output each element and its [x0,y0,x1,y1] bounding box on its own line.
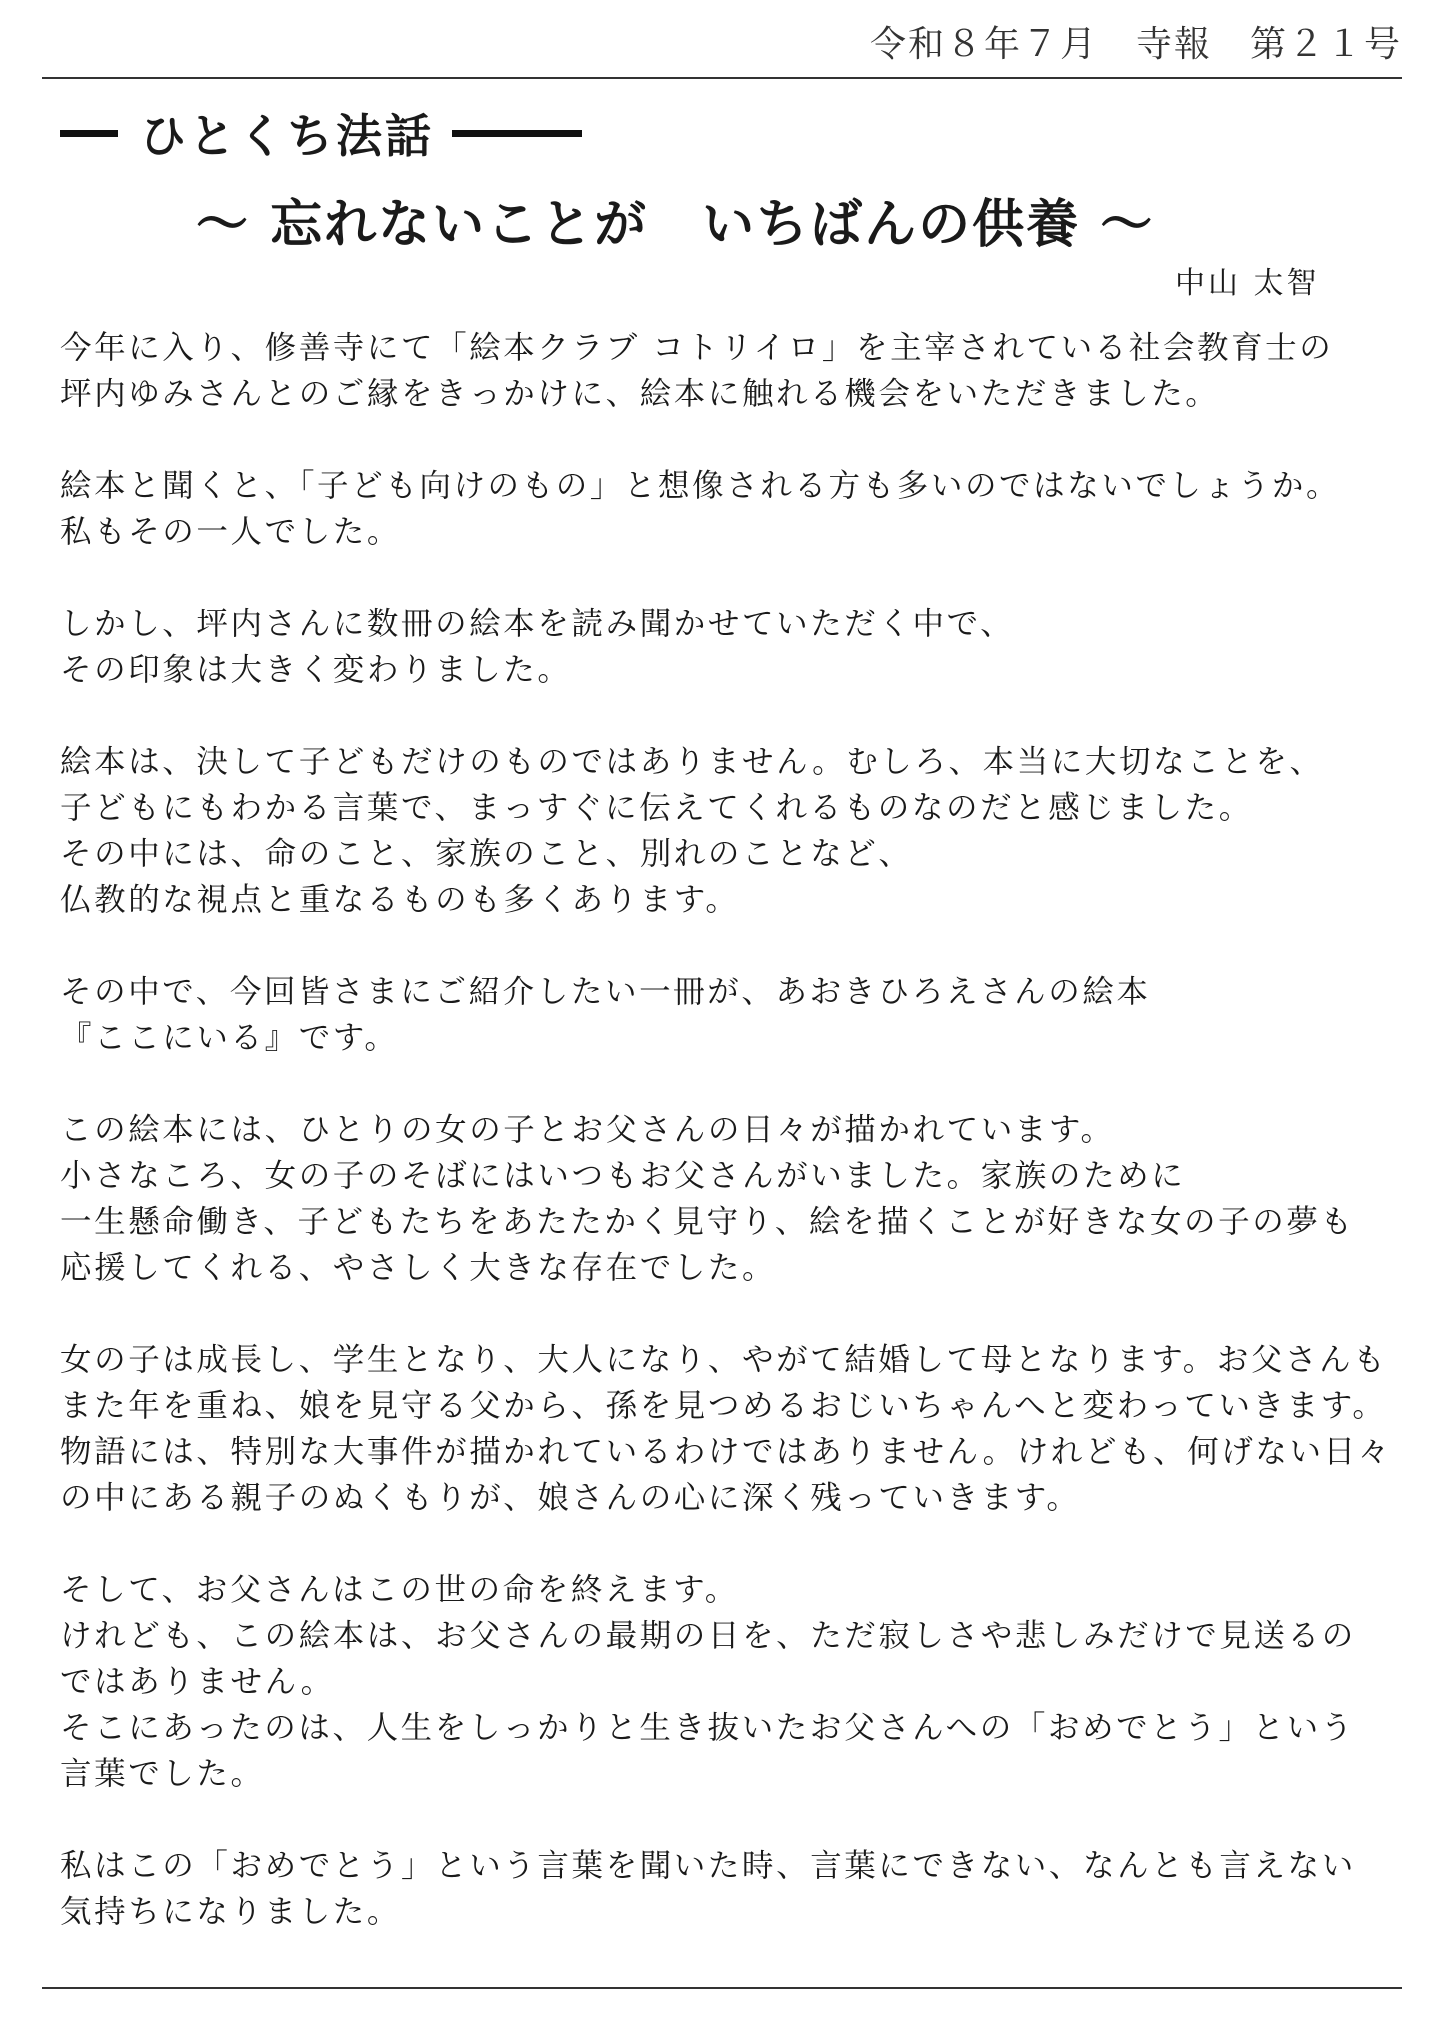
paragraph-line: この絵本には、ひとりの女の子とお父さんの日々が描かれています。 [60,1112,1115,1148]
paragraph [60,1567,1410,1797]
paragraph-line: その印象は大きく変わりました。 [60,652,572,688]
paragraph-line: 私もその一人でした。 [60,514,402,550]
paragraph-line: 『ここにいる』です。 [60,1020,399,1056]
top-divider [42,77,1402,79]
paragraph [60,1107,1410,1291]
paragraph [60,739,1410,923]
paragraph-line: 子どもにもわかる言葉で、まっすぐに伝えてくれるものなのだと感じました。 [60,790,1253,826]
paragraph-line: 仏教的な視点と重なるものも多くあります。 [60,882,740,918]
newsletter-issue-header: 令和８年７月 寺報 第２１号 [869,24,1402,65]
section-title-text: ひとくち法話 [140,109,434,163]
paragraph-line: そこにあったのは、人生をしっかりと生き抜いたお父さんへの「おめでとう」という [60,1710,1355,1746]
paragraph-line: そして、お父さんはこの世の命を終えます。 [60,1572,739,1608]
paragraph [60,1337,1410,1521]
paragraph-line: 女の子は成長し、学生となり、大人になり、やがて結婚して母となります。お父さんも [60,1342,1388,1378]
paragraph-line: けれども、この絵本は、お父さんの最期の日を、ただ寂しさや悲しみだけで見送るの [60,1618,1356,1654]
paragraph [60,601,1410,693]
paragraph-line: その中で、今回皆さまにご紹介したい一冊が、あおきひろえさんの絵本 [60,974,1151,1010]
paragraph-line: 物語には、特別な大事件が描かれているわけではありません。けれども、何げない日々 [60,1434,1392,1470]
title-dash-left [60,130,118,137]
paragraph-line: の中にある親子のぬくもりが、娘さんの心に深く残っていきます。 [60,1480,1081,1516]
paragraph-line: 今年に入り、修善寺にて「絵本クラブ コトリイロ」を主宰されている社会教育士の [60,330,1334,366]
paragraph-line: また年を重ね、娘を見守る父から、孫を見つめるおじいちゃんへと変わっていきます。 [60,1388,1387,1424]
paragraph-line: 私はこの「おめでとう」という言葉を聞いた時、言葉にできない、なんとも言えない [60,1848,1356,1884]
paragraph-line: 一生懸命働き、子どもたちをあたたかく見守り、絵を描くことが好きな女の子の夢も [60,1204,1355,1240]
paragraph [60,1843,1410,1935]
paragraph [60,463,1410,555]
paragraph [60,325,1410,417]
paragraph-line: 絵本と聞くと、「子ども向けのもの」と想像される方も多いのではないでしょうか。 [60,468,1341,504]
paragraph-line: 言葉でした。 [60,1756,265,1792]
paragraph-line: 坪内ゆみさんとのご縁をきっかけに、絵本に触れる機会をいただきました。 [60,376,1220,412]
paragraph-line: 絵本は、決して子どもだけのものではありません。むしろ、本当に大切なことを、 [60,744,1324,780]
paragraph [60,969,1410,1061]
section-title [60,100,582,166]
paragraph-line: 小さなころ、女の子のそばにはいつもお父さんがいました。家族のために [60,1158,1186,1194]
paragraph-line: 気持ちになりました。 [60,1894,402,1930]
paragraph-line: 応援してくれる、やさしく大きな存在でした。 [60,1250,777,1286]
article-subtitle: ～ 忘れないことが いちばんの供養 ～ [196,195,1155,255]
author-name: 中山 太智 [1175,266,1320,301]
paragraph-line: その中には、命のこと、家族のこと、別れのことなど、 [60,836,913,872]
paragraph-line: しかし、坪内さんに数冊の絵本を読み聞かせていただく中で、 [60,606,1015,642]
paragraph-line: ではありません。 [60,1664,335,1700]
bottom-divider [42,1987,1402,1989]
article-body [60,325,1410,1981]
title-dash-right [452,130,582,137]
